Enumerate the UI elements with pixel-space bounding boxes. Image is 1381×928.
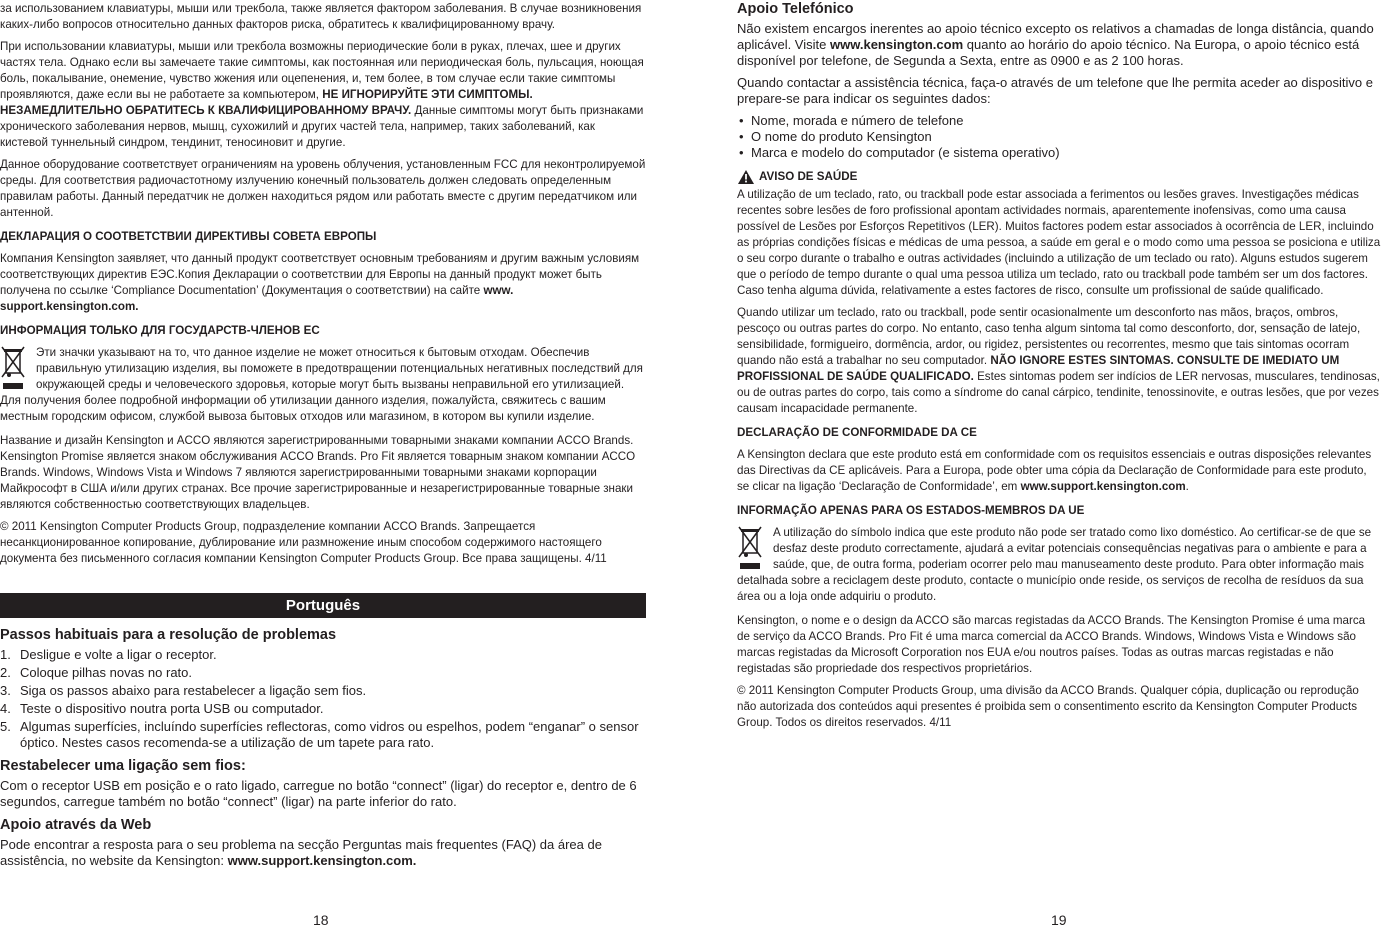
pt-weee-block <box>737 525 1381 611</box>
ru-paragraph-copyright: © 2011 Kensington Computer Products Group, подразделение компании ACCO Brands. Запрещается несанкционированное копирование, дублирование или размножение иным способом содержимого настоящего документа без письменного согласия компании Kensington Computer Products Group. Все права защищены. 4/11 <box>0 520 607 565</box>
pt-legal-section <box>737 169 1381 731</box>
pt-paragraph-phone-prepare: Quando contactar a assistência técnica, faça-o através de um telefone que lhe permita aceder ao dispositivo e prepare-se para indicar os seguintes dados: <box>737 75 1373 106</box>
ru-weee-block <box>0 345 646 431</box>
pt-heading-reconnect: Restabelecer uma ligação sem fios: <box>0 758 246 774</box>
pt-phone-support-section <box>737 0 1381 161</box>
crossed-out-wheeled-bin-icon <box>737 525 763 571</box>
list-item: 2. Coloque pilhas novas no rato. <box>0 665 193 680</box>
health-warning-heading: AVISO DE SAÚDE <box>737 169 1381 185</box>
ru-heading-weee: ИНФОРМАЦИЯ ТОЛЬКО ДЛЯ ГОСУДАРСТВ-ЧЛЕНОВ ЕС <box>0 324 320 337</box>
pt-troubleshooting-steps <box>0 647 646 751</box>
list-item: 5. Algumas superfícies, incluíndo superfícies reflectoras, como vidros ou espelhos, podem “enganar” o sensor óptico. Nestes casos recomenda-se a utilização de um tapete para rato. <box>0 719 639 750</box>
left-page <box>0 0 646 875</box>
crossed-out-wheeled-bin-icon <box>0 345 26 391</box>
list-item: 4. Teste o dispositivo noutra porta USB ou computador. <box>0 701 324 716</box>
list-item: • Marca e modelo do computador (e sistema operativo) <box>737 145 1381 161</box>
ru-paragraph-risk: за использованием клавиатуры, мыши или трекбола, также является фактором заболевания. В случае возникновения каких-либо вопросов относительно данных факторов риска, обратитесь к квалифицированному врачу. <box>0 2 642 31</box>
pt-phone-data-list <box>737 113 1381 161</box>
pt-paragraph-copyright: © 2011 Kensington Computer Products Group, uma divisão da ACCO Brands. Qualquer cópia, duplicação ou reprodução não autorizada dos conteúdos aqui presentes é proibida sem o consentimento escrito da Kensington Computer Products Group. Todos os direitos reservados. 4/11 <box>737 684 1359 729</box>
list-item: 1. Desligue e volte a ligar o receptor. <box>0 647 217 662</box>
ru-paragraph-trademarks: Название и дизайн Kensington и ACCO являются зарегистрированными товарными знаками компании ACCO Brands. Kensington Promise является знаком обслуживания ACCO Brands. Pro Fit является товарным знаком компании ACCO Brands. Windows, Windows Vista и Windows 7 являются зарегистрированными товарными знаками корпорации Майкрософт в США и/или других странах. Все прочие зарегистрированные и незарегистрированные товарные знаки являются собственностью соответствующих владельцев. <box>0 434 636 511</box>
russian-section <box>0 0 646 567</box>
pt-paragraph-web-support: Pode encontrar a resposta para o seu problema na secção Perguntas mais frequentes (FAQ) da área de assistência, no website da Kensington: www.support.kensington.com. <box>0 837 602 868</box>
pt-weee-text: A utilização do símbolo indica que este produto não pode ser tratado como lixo doméstico. Ao certificar-se de que se desfaz deste produto correctamente, ajudará a evitar potenciais consequências negativas para o ambiente e para a saúde, que, de outra forma, poderiam ocorrer pelo mau manuseamento deste produto. Para obter informação mais detalhada sobre a reciclagem deste produto, contacte o município onde reside, os serviços de recolha de resíduos da sua área ou a loja onde adquiriu o produto. <box>737 526 1372 603</box>
language-banner-portuguese: Português <box>0 593 646 618</box>
pt-paragraph-health-symptoms: Quando utilizar um teclado, rato ou trackball, pode sentir ocasionalmente um desconforto nas mãos, braços, ombros, pescoço ou outras partes do corpo. No entanto, caso tenha algum sintoma tal como desconforto, dor, sensação de latejo, sensibilidade, formigueiro, dormência, ardor, ou rigidez, persistentes ou recorrentes, mesmo que tais sintomas ocorram quando não está a trabalhar no seu computador. NÃO IGNORE ESTES SINTOMAS. CONSULTE DE IMEDIATO UM PROFISSIONAL DE SAÚDE QUALIFICADO. Estes sintomas podem ser indícios de LER nervosas, musculares, tendinosas, ou de outras partes do corpo, tais como a síndrome do canal cárpico, tendinite, tenossinovite, e outras lesões, que por vezes causam incapacidade permanente. <box>737 306 1380 415</box>
list-item: • O nome do produto Kensington <box>737 129 1381 145</box>
ru-paragraph-symptoms: При использовании клавиатуры, мыши или трекбола возможны периодические боли в руках, плечах, шее и других частях тела. Однако если вы замечаете такие симптомы, как постоянная или периодическая боль, пульсация, ноющая боль, покалывание, онемение, чувство жжения или оцепенения, и, тем более, в том случае если такие симптомы проявляются, даже если вы не работаете за компьютером, НЕ ИГНОРИРУЙТЕ ЭТИ СИМПТОМЫ. НЕЗАМЕДЛИТЕЛЬНО ОБРАТИТЕСЬ К КВАЛИФИЦИРОВАННОМУ ВРАЧУ. Данные симптомы могут быть признаками хронического заболевания нервов, мышц, сухожилий и других частей тела, например, таких заболеваний, как кистевой туннельный синдром, тендинит, теносиновит и другие. <box>0 40 644 149</box>
pt-paragraph-ce-declaration: A Kensington declara que este produto está em conformidade com os requisitos essenciais e outras disposições relevantes das Directivas da CE aplicáveis. Para a Europa, pode obter uma cópia da Declaração de Conformidade para este produto, se clicar na ligação ‘Declaração de Conformidade’, em www.support.kensington.com. <box>737 448 1372 493</box>
pt-paragraph-reconnect: Com o receptor USB em posição e o rato ligado, carregue no botão “connect” (ligar) do receptor e, dentro de 6 segundos, carregue também no botão “connect” (ligar) na parte inferior do rato. <box>0 778 637 809</box>
pt-paragraph-health-risk: A utilização de um teclado, rato, ou trackball pode estar associada a ferimentos ou lesões graves. Investigações médicas recentes sobre lesões de foro profissional apontam actividades normais, aparentemente inofensivas, como uma causa possível de Lesões por Esforços Repetitivos (LER). Muitos factores podem estar associados à ocorrência de LER, incluindo as próprias condições físicas e médicas de uma pessoa, a saúde em geral e o modo como uma pessoa se posiciona e utiliza o seu corpo durante o trabalho e outras actividades (incluindo a utilização de um teclado ou rato). Alguns estudos sugerem que o período de tempo durante o qual uma pessoa utiliza um teclado, rato ou trackball pode também ser um dos factores. Caso tenha alguma dúvida, relativamente a estes factores de risco, consulte um profissional de saúde qualificado. <box>737 188 1381 297</box>
ru-paragraph-eu-declaration: Компания Kensington заявляет, что данный продукт соответствует основным требованиям и другим важным условиям соответствующих директив ЕЭС.Копия Декларации о соответствии для Европы на данный продукт может быть получена по ссылке ‘Compliance Documentation’ (Документация о соответствии) на сайте www. support.kensington.com. <box>0 252 640 313</box>
pt-heading-weee: INFORMAÇÃO APENAS PARA OS ESTADOS-MEMBROS DA UE <box>737 504 1085 517</box>
pt-paragraph-trademarks: Kensington, o nome e o design da ACCO são marcas registadas da ACCO Brands. The Kensington Promise é uma marca de serviço da ACCO Brands. Pro Fit é uma marca comercial da ACCO Brands. Windows, Windows Vista e Windows são marcas registadas da Microsoft Corporation nos EUA e/ou noutros países. Todas as outras marcas registadas e não registadas são propriedade dos respectivos proprietários. <box>737 614 1366 675</box>
kensington-link[interactable]: www.kensington.com <box>830 37 964 52</box>
ru-paragraph-fcc: Данное оборудование соответствует ограничениям на уровень облучения, установленным FCC для неконтролируемой среды. Для соответствия радиочастотному излучению конечный пользователь должен следовать определенным правилам работы. Данный передатчик не должен находиться рядом или работать вместе с другим передатчиком или антенной. <box>0 158 646 219</box>
ru-support-link[interactable]: www. support.kensington.com. <box>0 284 514 313</box>
pt-heading-ce-declaration: DECLARAÇÃO DE CONFORMIDADE DA CE <box>737 426 977 439</box>
portuguese-section-left <box>0 626 646 869</box>
pt-ce-support-link[interactable]: www.support.kensington.com <box>1020 480 1186 493</box>
list-item: 3. Siga os passos abaixo para restabelecer a ligação sem fios. <box>0 683 367 698</box>
page-number-left: 18 <box>313 912 329 928</box>
page-number-right: 19 <box>1051 912 1067 928</box>
pt-support-link[interactable]: www.support.kensington.com. <box>227 853 417 868</box>
right-page <box>737 0 1381 737</box>
ru-weee-text: Эти значки указывают на то, что данное изделие не может относиться к бытовым отходам. Обеспечив правильную утилизацию изделия, вы поможете в предотвращении потенциальных негативных последствий для окружающей среды и человеческого здоровья, которые могут быть вызваны неправильной его утилизацией. Для получения более подробной информации об утилизации данного изделия, пожалуйста, свяжитесь с вашим местным городским офисом, службой вывоза бытовых отходов или магазином, в котором вы купили изделие. <box>0 346 643 423</box>
pt-paragraph-phone-charges: Não existem encargos inerentes ao apoio técnico excepto os relativos a chamadas de longa distância, quando aplicável. Visite www.kensington.com quanto ao horário do apoio técnico. Na Europa, o apoio técnico está disponível por telefone, de Segunda a Sexta, entre as 0900 e as 2 100 horas. <box>737 21 1374 68</box>
ru-heading-eu-declaration: ДЕКЛАРАЦИЯ О СООТВЕТСТВИИ ДИРЕКТИВЫ СОВЕТА ЕВРОПЫ <box>0 230 377 243</box>
warning-triangle-icon <box>737 169 755 185</box>
pt-heading-phone-support: Apoio Telefónico <box>737 1 854 17</box>
list-item: • Nome, morada e número de telefone <box>737 113 1381 129</box>
pt-heading-troubleshooting: Passos habituais para a resolução de problemas <box>0 627 337 643</box>
pt-heading-web-support: Apoio através da Web <box>0 817 152 833</box>
